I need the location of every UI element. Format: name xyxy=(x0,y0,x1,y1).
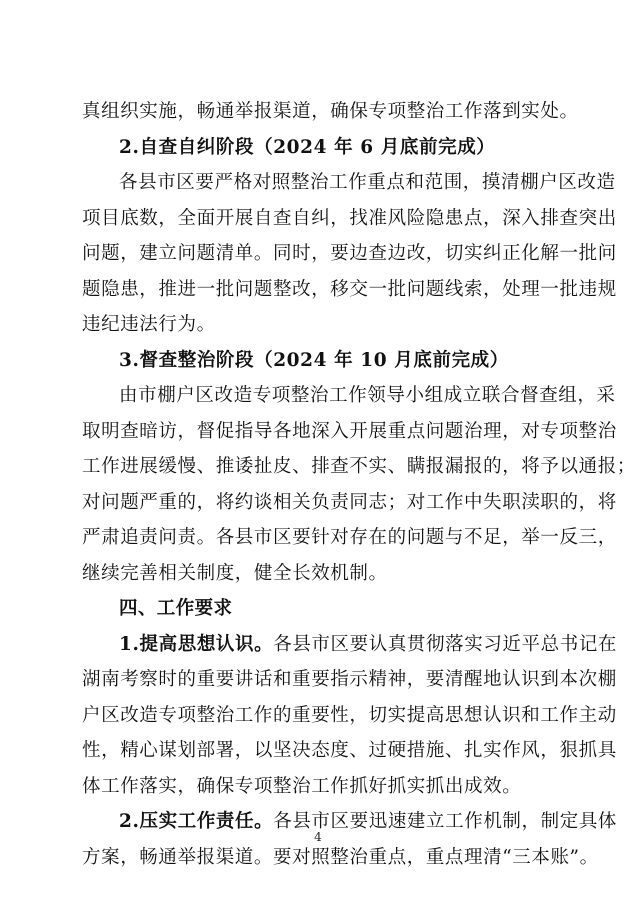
paragraph-line: 性，精心谋划部署，以坚决态度、过硬措施、扎实作风，狠抓具 xyxy=(82,740,617,761)
page-number: 4 xyxy=(314,830,322,844)
paragraph-self-check xyxy=(82,165,617,343)
section-heading-self-check: 2.自查自纠阶段（2024 年 6 月底前完成） xyxy=(119,136,496,158)
paragraph-line: 严肃追责问责。各县市区要针对存在的问题与不足，举一反三， xyxy=(82,527,617,548)
paragraph-line: 项目底数，全面开展自查自纠，找准风险隐患点，深入排查突出 xyxy=(82,207,617,229)
paragraph-line: 工作进展缓慢、推诿扯皮、排查不实、瞒报漏报的，将予以通报； xyxy=(82,456,636,477)
paragraph-text: 各县市区要迅速建立工作机制，制定具体 xyxy=(273,811,618,832)
paragraph-continuation: 真组织实施，畅通举报渠道，确保专项整治工作落到实处。 xyxy=(82,101,579,122)
section-heading-inspection: 3.督查整治阶段（2024 年 10 月底前完成） xyxy=(119,349,509,371)
paragraph-line: 对问题严重的，将约谈相关负责同志；对工作中失职渎职的，将 xyxy=(82,491,617,513)
inline-heading: 2.压实工作责任。 xyxy=(119,811,274,832)
section-heading-work-requirements: 四、工作要求 xyxy=(119,598,233,619)
document-body xyxy=(82,94,636,875)
paragraph-line: 方案，畅通举报渠道。要对照整治重点，重点理清“三本账”。 xyxy=(82,846,599,868)
paragraph-text: 各县市区要认真贯彻落实习近平总书记在 xyxy=(273,633,618,655)
paragraph-line: 题隐患，推进一批问题整改，移交一批问题线索，处理一批违规 xyxy=(82,278,617,300)
paragraph-line: 由市棚户区改造专项整治工作领导小组成立联合督查组，采 xyxy=(119,385,616,406)
paragraph-line: 继续完善相关制度，健全长效机制。 xyxy=(82,562,388,584)
paragraph-line: 违纪违法行为。 xyxy=(82,314,216,335)
paragraph-raise-awareness xyxy=(82,627,618,805)
paragraph-line xyxy=(82,627,618,663)
paragraph-line: 问题，建立问题清单。同时，要边查边改，切实纠正化解一批问 xyxy=(82,243,617,264)
paragraph-line: 户区改造专项整治工作的重要性，切实提高思想认识和工作主动 xyxy=(82,704,617,726)
paragraph-line: 取明查暗访，督促指导各地深入开展重点问题治理，对专项整治 xyxy=(82,420,617,442)
paragraph-inspection xyxy=(82,378,636,591)
paragraph-line: 体工作落实，确保专项整治工作抓好抓实抓出成效。 xyxy=(82,775,522,797)
inline-heading: 1.提高思想认识。 xyxy=(119,633,274,655)
paragraph-line: 各县市区要严格对照整治工作重点和范围，摸清棚户区改造 xyxy=(119,172,616,193)
paragraph-line: 湖南考察时的重要讲话和重要指示精神，要清醒地认识到本次棚 xyxy=(82,669,617,690)
